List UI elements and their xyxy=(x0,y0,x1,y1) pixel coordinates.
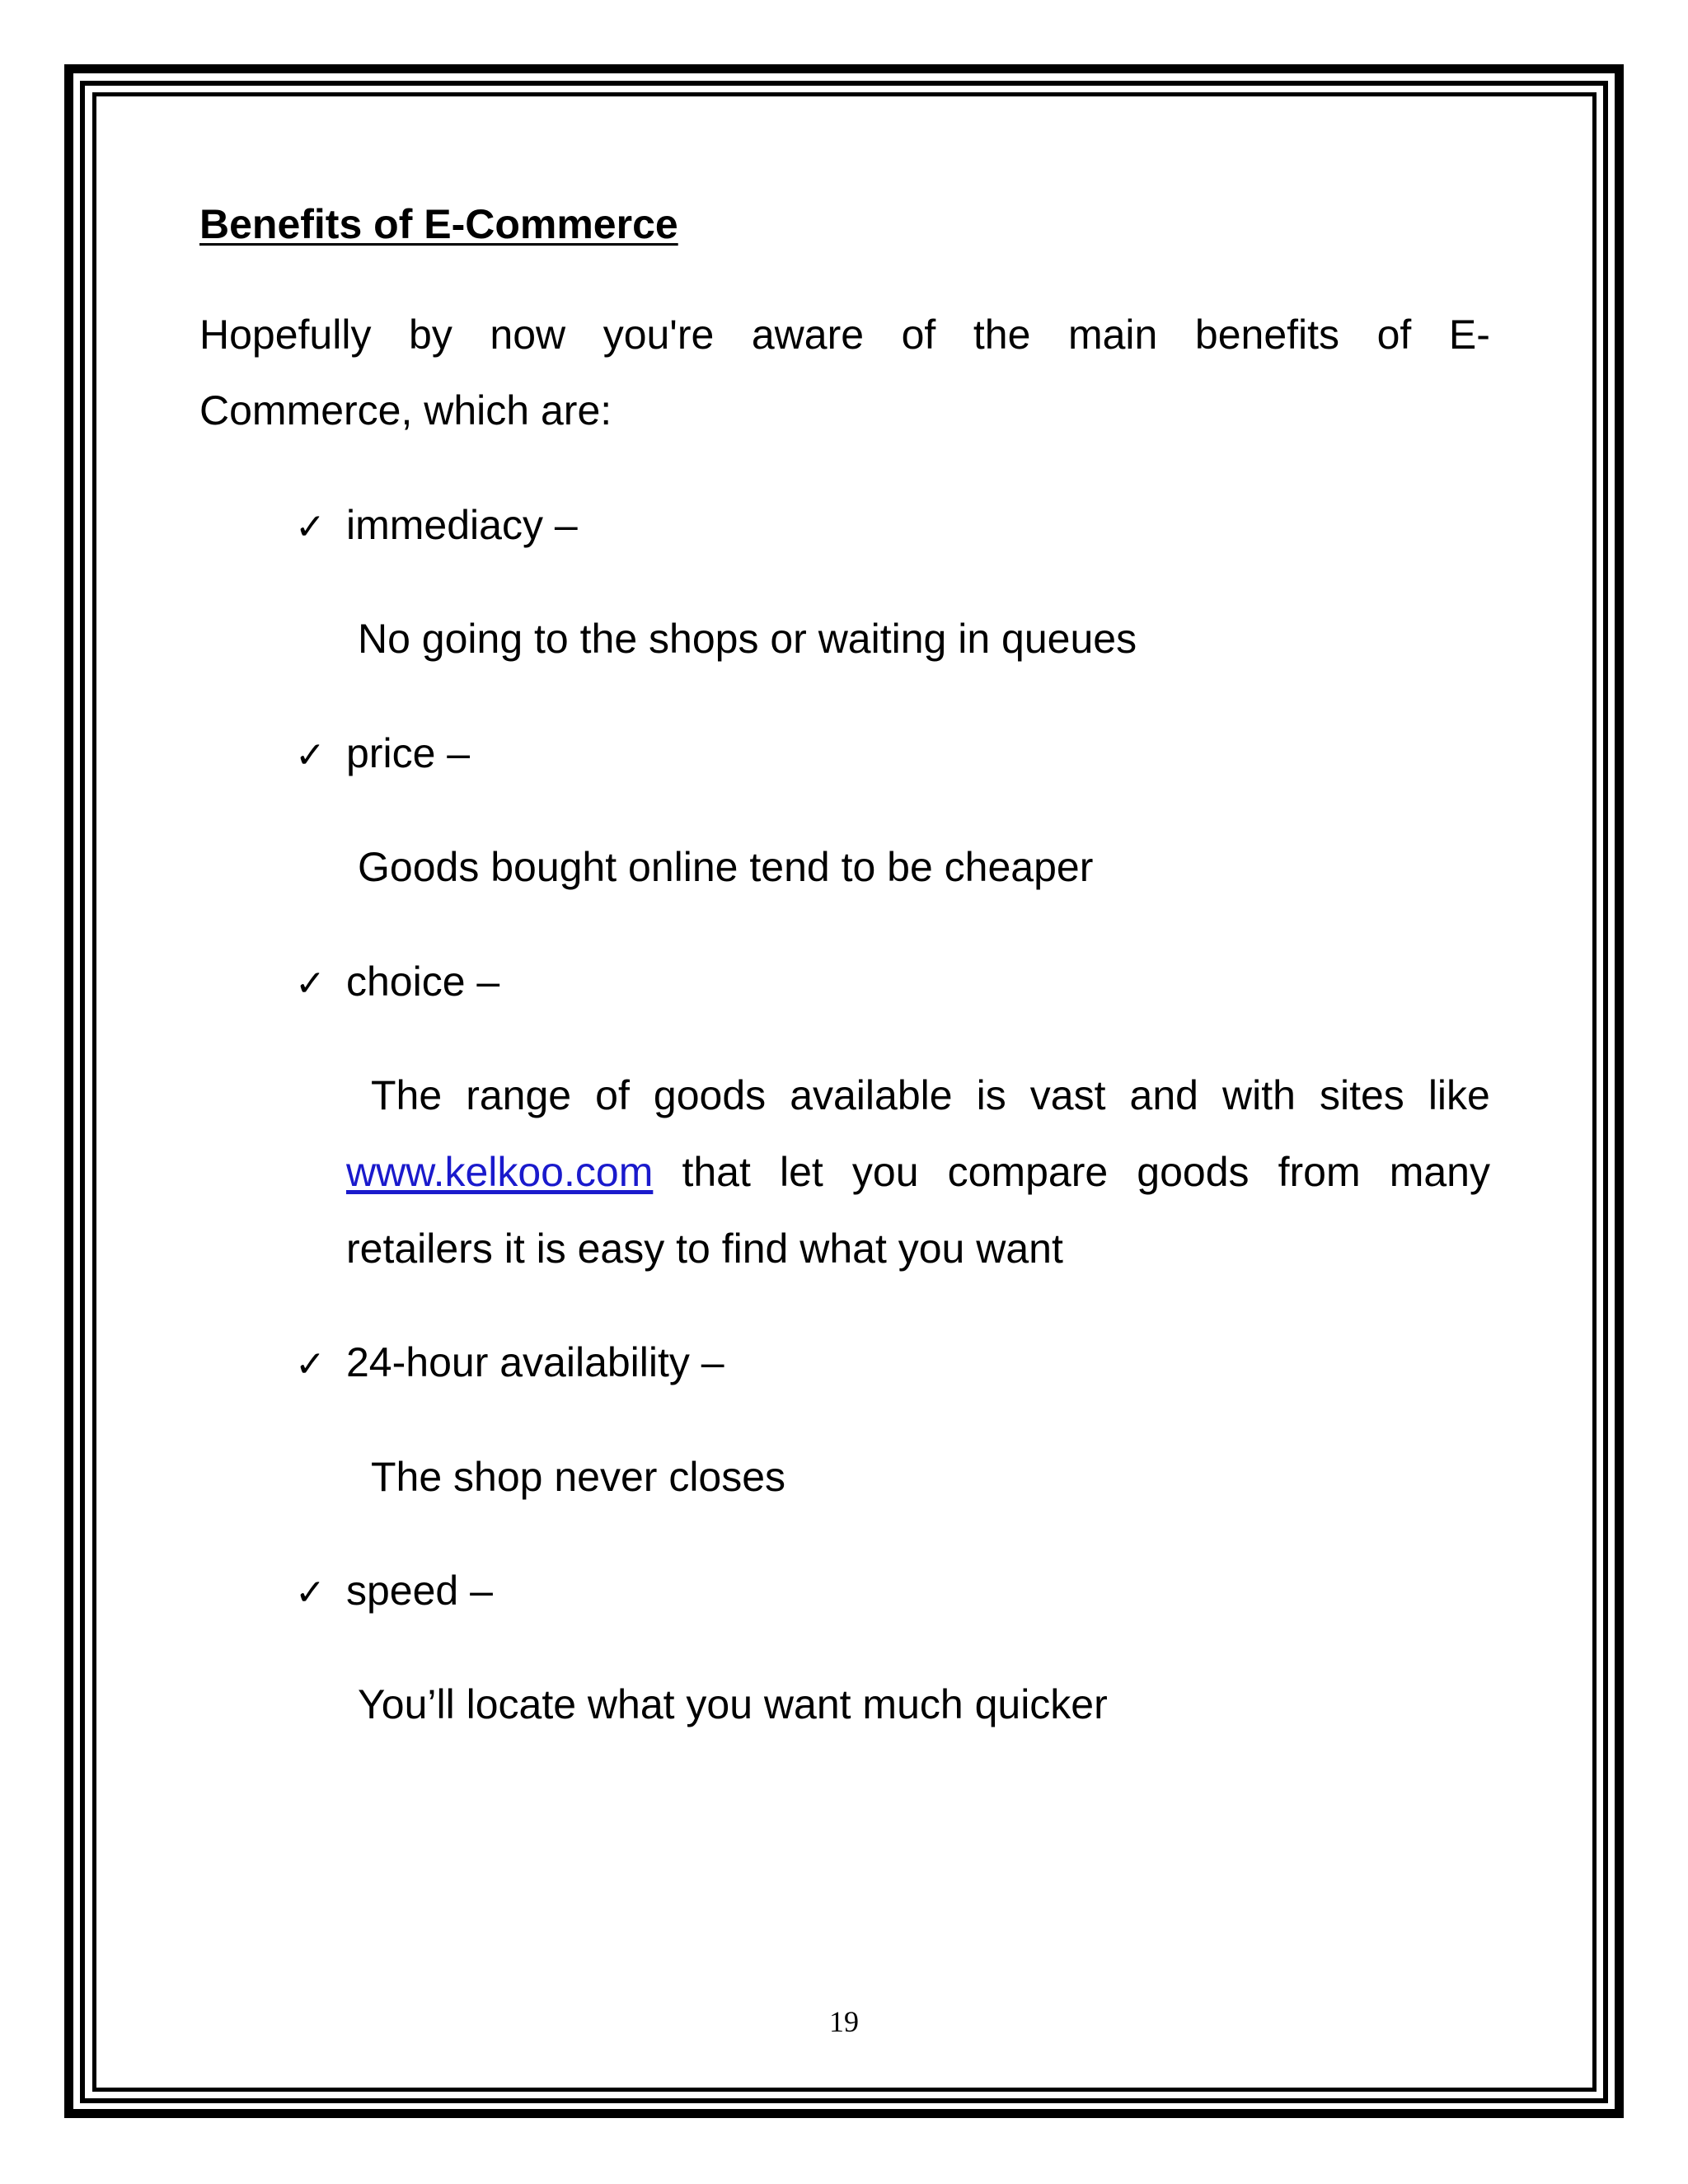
description-word: of xyxy=(595,1072,630,1118)
bullet-description: Goods bought online tend to be cheaper xyxy=(358,844,1094,890)
intro-word: now xyxy=(490,312,566,358)
section-heading: Benefits of E-Commerce xyxy=(199,201,678,247)
description-word: available xyxy=(790,1072,953,1118)
intro-word: main xyxy=(1067,312,1158,358)
bullet-description: The shop never closes xyxy=(371,1454,786,1500)
checkmark-icon: ✓ xyxy=(295,734,326,776)
description-word: is xyxy=(976,1072,1006,1118)
description-word: range xyxy=(466,1072,572,1118)
description-word: The xyxy=(371,1072,443,1118)
bullet-speed xyxy=(295,1567,493,1615)
kelkoo-link[interactable]: www.kelkoo.com xyxy=(346,1149,654,1195)
intro-word: Hopefully xyxy=(199,312,372,358)
bullet-24-hour-availability xyxy=(295,1338,724,1386)
intro-word: of xyxy=(1376,312,1412,358)
checkmark-icon: ✓ xyxy=(295,1572,326,1614)
intro-word: the xyxy=(973,312,1031,358)
description-word: goods xyxy=(1137,1149,1250,1195)
description-word: that xyxy=(682,1149,751,1195)
bullet-price xyxy=(295,729,470,777)
description-word: and xyxy=(1129,1072,1198,1118)
description-word: compare xyxy=(947,1149,1109,1195)
intro-word: E- xyxy=(1448,312,1490,358)
intro-line-2: Commerce, which are: xyxy=(199,387,612,434)
bullet-label: speed – xyxy=(346,1568,493,1614)
intro-word: aware xyxy=(751,312,865,358)
page-number: 19 xyxy=(829,2005,859,2038)
checkmark-icon: ✓ xyxy=(295,1343,326,1385)
bullet-description: No going to the shops or waiting in queues xyxy=(358,616,1137,662)
bullet-label: choice – xyxy=(346,958,500,1005)
intro-word: benefits xyxy=(1194,312,1340,358)
bullet-label: 24-hour availability – xyxy=(346,1339,724,1385)
description-word: let xyxy=(779,1149,823,1195)
intro-word: by xyxy=(409,312,452,358)
description-word: many xyxy=(1389,1149,1490,1195)
choice-description-line-1 xyxy=(371,1071,1490,1119)
bullet-description: You’ll locate what you want much quicker xyxy=(358,1681,1108,1727)
description-word: you xyxy=(851,1149,919,1195)
description-word: from xyxy=(1278,1149,1361,1195)
description-word: like xyxy=(1428,1072,1490,1118)
choice-description-line-3: retailers it is easy to find what you want xyxy=(346,1226,1063,1272)
description-word: with xyxy=(1222,1072,1296,1118)
checkmark-icon: ✓ xyxy=(295,963,326,1005)
bullet-choice xyxy=(295,958,499,1005)
description-word: sites xyxy=(1319,1072,1404,1118)
bullet-label: immediacy – xyxy=(346,502,578,548)
intro-word: of xyxy=(901,312,936,358)
bullet-label: price – xyxy=(346,730,471,776)
choice-description-line-2 xyxy=(346,1148,1490,1196)
bullet-immediacy xyxy=(295,501,578,549)
checkmark-icon: ✓ xyxy=(295,506,326,548)
description-word: goods xyxy=(653,1072,767,1118)
description-word: vast xyxy=(1029,1072,1106,1118)
intro-word: you're xyxy=(603,312,715,358)
intro-line-1 xyxy=(199,311,1490,359)
